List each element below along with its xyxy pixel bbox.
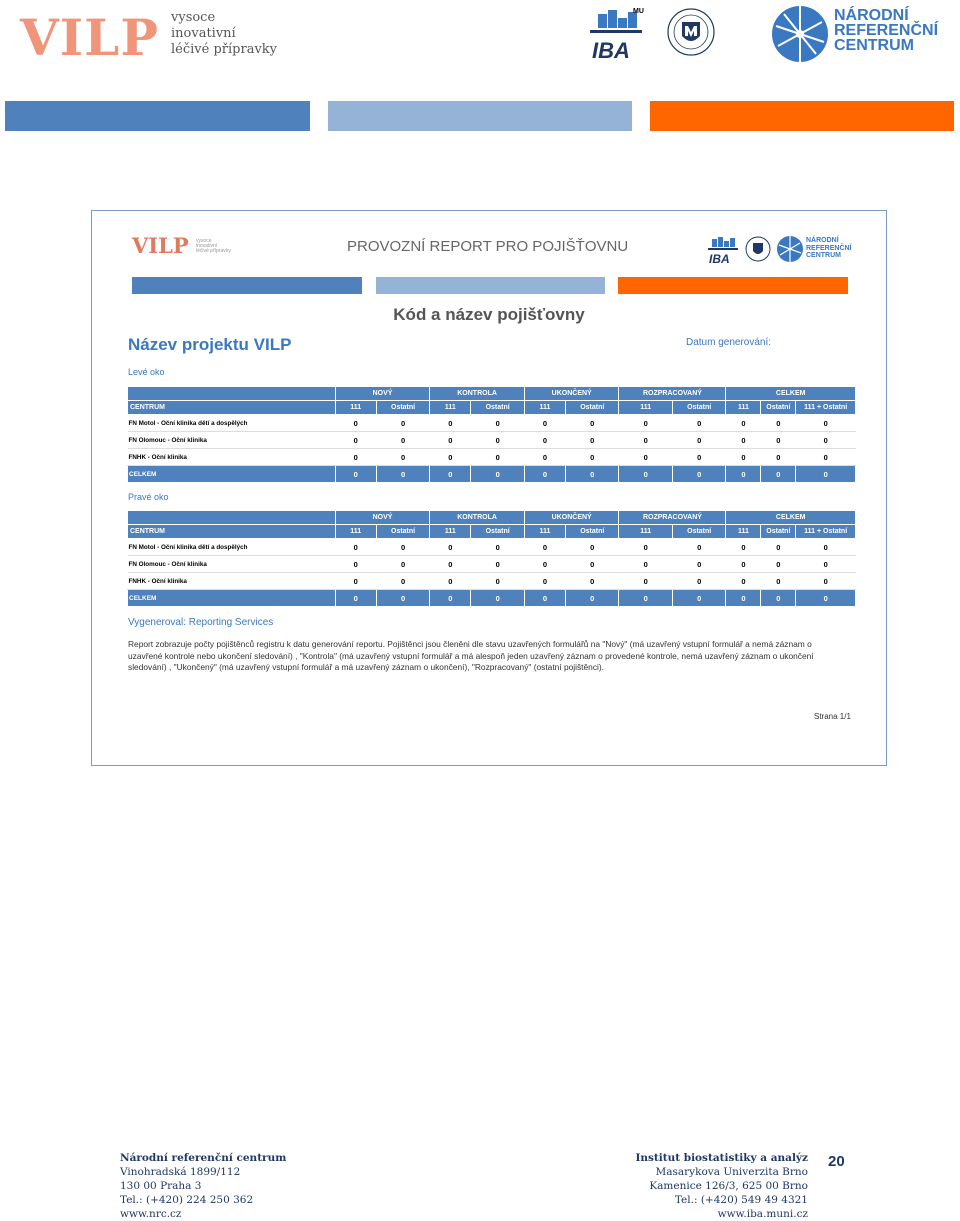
- table-cell: 0: [524, 556, 565, 573]
- group-header: NOVÝ: [335, 511, 430, 525]
- table-cell: 0: [430, 449, 471, 466]
- total-label: CELKEM: [128, 590, 336, 607]
- table-row: [128, 573, 856, 590]
- table-cell: 0: [726, 432, 761, 449]
- table-cell: 0: [726, 573, 761, 590]
- centrum-name: FN Olomouc - Oční klinika: [128, 556, 336, 573]
- vilp-logo-subtitle: [171, 10, 277, 58]
- report-vilp-logo: VILP: [132, 233, 189, 258]
- table-cell: 0: [335, 432, 376, 449]
- report-bar-blue: [132, 277, 362, 294]
- table-cell: 0: [796, 590, 856, 607]
- table-cell: 0: [726, 415, 761, 432]
- footer-right-line: Tel.: (+420) 549 49 4321: [674, 1194, 808, 1206]
- vilp-logo: VILP: [20, 8, 159, 67]
- nrc-text-line: NÁRODNÍ: [834, 7, 909, 24]
- table-cell: 0: [619, 573, 672, 590]
- subcol-header: 111: [524, 401, 565, 415]
- footer-right-line: www.iba.muni.cz: [717, 1208, 808, 1220]
- table-row: [128, 449, 856, 466]
- table-cell: 0: [761, 415, 796, 432]
- group-header: KONTROLA: [430, 511, 525, 525]
- report-iba-logo: [706, 235, 740, 265]
- table-cell: 0: [566, 449, 619, 466]
- table-cell: 0: [524, 432, 565, 449]
- table-cell: 0: [566, 466, 619, 483]
- subcol-header: Ostatní: [672, 401, 725, 415]
- report-nrc-text: [806, 237, 852, 260]
- table-cell: 0: [376, 415, 429, 432]
- iba-logo-text: IBA: [592, 38, 630, 62]
- subcol-header: 111: [430, 401, 471, 415]
- nrc-text-line: CENTRUM: [834, 37, 914, 54]
- subcol-header: Ostatní: [761, 525, 796, 539]
- subcol-header: Ostatní: [471, 525, 524, 539]
- centrum-header: CENTRUM: [128, 401, 336, 415]
- group-header: UKONČENÝ: [524, 387, 619, 401]
- subcol-header: 111: [726, 525, 761, 539]
- table-cell: 0: [672, 415, 725, 432]
- table-cell: 0: [430, 432, 471, 449]
- subcol-header: Ostatní: [566, 401, 619, 415]
- report-description: Report zobrazuje počty pojištěnců registru k datu generování reportu. Pojištěnci jsou členěni dle stavu uzavřených formulářů na "Nový" (má uzavřený vstupní formulář a nemá záznam o uzavřené kontrole nebo ukončení sledování) , "Kontrola" (má uzavřený vstupní formulář a má alespoň jeden uzavřený záznam o provedené kontrole, nemá uzavřený záznam o ukončení sledování) , "Ukončený" (má uzavřený vstupní formulář a má uzavřený záznam o ukončení), "Rozpracovaný" (ostatní pojištěnci).: [128, 639, 814, 672]
- table-cell: 0: [761, 449, 796, 466]
- subcol-header: 111: [335, 525, 376, 539]
- subcol-header: 111: [619, 525, 672, 539]
- table-cell: 0: [761, 590, 796, 607]
- centrum-name: FNHK - Oční klinika: [128, 573, 336, 590]
- report-preview: [91, 210, 887, 766]
- vilp-subtitle-line: inovativní: [171, 26, 236, 41]
- table-cell: 0: [335, 539, 376, 556]
- table-cell: 0: [471, 449, 524, 466]
- vilp-subtitle-line: vysoce: [171, 10, 216, 25]
- centrum-name: FN Olomouc - Oční klinika: [128, 432, 336, 449]
- table-cell: 0: [796, 415, 856, 432]
- table-cell: 0: [430, 539, 471, 556]
- report-vilp-subtitle-line: vysoce: [196, 238, 212, 244]
- subcol-header: Ostatní: [471, 401, 524, 415]
- right-eye-heading: Pravé oko: [128, 492, 169, 502]
- table-cell: 0: [761, 466, 796, 483]
- group-header: KONTROLA: [430, 387, 525, 401]
- table-cell: 0: [335, 466, 376, 483]
- table-cell: 0: [619, 432, 672, 449]
- footer-left-line: Vinohradská 1899/112: [120, 1166, 241, 1178]
- report-nrc-text-line: CENTRUM: [806, 252, 841, 259]
- table-cell: 0: [726, 449, 761, 466]
- table-header-blank: [128, 511, 336, 525]
- table-cell: 0: [566, 539, 619, 556]
- header-bar-lightblue: [328, 101, 632, 131]
- table-cell: 0: [524, 449, 565, 466]
- table-cell: 0: [726, 539, 761, 556]
- subcol-header: Ostatní: [376, 525, 429, 539]
- table-cell: 0: [761, 556, 796, 573]
- report-vilp-subtitle-line: léčivé přípravky: [196, 248, 231, 254]
- table-cell: 0: [761, 432, 796, 449]
- footer-right-line: Kamenice 126/3, 625 00 Brno: [649, 1180, 808, 1192]
- table-cell: 0: [335, 590, 376, 607]
- header-bar-blue: [5, 101, 310, 131]
- table-cell: 0: [566, 415, 619, 432]
- table-cell: 0: [796, 466, 856, 483]
- table-cell: 0: [430, 573, 471, 590]
- table-cell: 0: [376, 466, 429, 483]
- report-insurer-heading: Kód a název pojišťovny: [393, 305, 585, 324]
- centrum-name: FNHK - Oční klinika: [128, 449, 336, 466]
- report-title: PROVOZNÍ REPORT PRO POJIŠŤOVNU: [347, 238, 629, 255]
- table-cell: 0: [672, 590, 725, 607]
- report-date-label: Datum generování:: [686, 337, 772, 348]
- table-cell: 0: [796, 432, 856, 449]
- table-cell: 0: [471, 466, 524, 483]
- group-header: UKONČENÝ: [524, 511, 619, 525]
- table-cell: 0: [619, 556, 672, 573]
- table-cell: 0: [566, 556, 619, 573]
- table-cell: 0: [619, 466, 672, 483]
- table-cell: 0: [672, 539, 725, 556]
- group-header: NOVÝ: [335, 387, 430, 401]
- centrum-header: CENTRUM: [128, 525, 336, 539]
- table-body: [128, 539, 856, 607]
- table-cell: 0: [376, 449, 429, 466]
- footer-left-line: Tel.: (+420) 224 250 362: [120, 1194, 254, 1206]
- mu-seal-icon: [666, 6, 716, 58]
- report-nrc-text-line: REFERENČNÍ: [806, 244, 852, 252]
- table-cell: 0: [672, 432, 725, 449]
- table-cell: 0: [430, 466, 471, 483]
- report-vilp-subtitle-line: inovativní: [196, 243, 218, 249]
- table-cell: 0: [524, 466, 565, 483]
- table-cell: 0: [524, 415, 565, 432]
- table-cell: 0: [726, 590, 761, 607]
- iba-logo: [586, 6, 646, 62]
- table-cell: 0: [566, 432, 619, 449]
- table-total-row: [128, 590, 856, 607]
- report-iba-text: IBA: [709, 252, 730, 265]
- table-cell: 0: [619, 590, 672, 607]
- group-header: CELKEM: [726, 387, 856, 401]
- table-cell: 0: [335, 415, 376, 432]
- table-cell: 0: [335, 573, 376, 590]
- vilp-subtitle-line: léčivé přípravky: [171, 42, 278, 57]
- table-cell: 0: [566, 573, 619, 590]
- table-cell: 0: [376, 590, 429, 607]
- table-cell: 0: [726, 556, 761, 573]
- left-eye-heading: Levé oko: [128, 367, 165, 377]
- table-cell: 0: [376, 573, 429, 590]
- table-cell: 0: [430, 415, 471, 432]
- nrc-logo-text: [834, 8, 938, 53]
- group-header: ROZPRACOVANÝ: [619, 511, 726, 525]
- table-cell: 0: [430, 556, 471, 573]
- table-cell: 0: [471, 590, 524, 607]
- subcol-header: Ostatní: [376, 401, 429, 415]
- table-cell: 0: [524, 573, 565, 590]
- group-header: ROZPRACOVANÝ: [619, 387, 726, 401]
- subcol-header: 111: [335, 401, 376, 415]
- table-cell: 0: [619, 415, 672, 432]
- footer-right-line: Institut biostatistiky a analýz: [635, 1152, 808, 1164]
- table-cell: 0: [672, 573, 725, 590]
- right-eye-table: [127, 510, 856, 607]
- subcol-header: Ostatní: [566, 525, 619, 539]
- subcol-header: 111 + Ostatní: [796, 401, 856, 415]
- table-cell: 0: [471, 556, 524, 573]
- report-page-label: Strana 1/1: [814, 712, 851, 721]
- table-row: [128, 556, 856, 573]
- left-eye-table: [127, 386, 856, 483]
- total-label: CELKEM: [128, 466, 336, 483]
- table-cell: 0: [761, 539, 796, 556]
- report-bar-orange: [618, 277, 848, 294]
- table-body: [128, 415, 856, 483]
- table-cell: 0: [672, 466, 725, 483]
- footer-left-line: 130 00 Praha 3: [120, 1180, 202, 1192]
- table-row: [128, 432, 856, 449]
- table-cell: 0: [471, 539, 524, 556]
- table-cell: 0: [672, 449, 725, 466]
- table-cell: 0: [471, 432, 524, 449]
- table-cell: 0: [796, 539, 856, 556]
- report-vilp-subtitle: [196, 239, 231, 254]
- table-cell: 0: [430, 590, 471, 607]
- table-cell: 0: [471, 573, 524, 590]
- page-number: 20: [828, 1153, 845, 1170]
- table-cell: 0: [796, 556, 856, 573]
- table-cell: 0: [335, 449, 376, 466]
- table-total-row: [128, 466, 856, 483]
- header-bar-orange: [650, 101, 954, 131]
- table-cell: 0: [761, 573, 796, 590]
- report-mu-seal-icon: [744, 235, 772, 263]
- subcol-header: 111: [524, 525, 565, 539]
- table-cell: 0: [376, 539, 429, 556]
- footer-right-line: Masarykova Univerzita Brno: [655, 1166, 808, 1178]
- table-cell: 0: [376, 432, 429, 449]
- table-cell: 0: [619, 449, 672, 466]
- table-cell: 0: [471, 415, 524, 432]
- table-row: [128, 415, 856, 432]
- nrc-globe-icon: [770, 4, 830, 64]
- subcol-header: Ostatní: [672, 525, 725, 539]
- report-bar-lightblue: [376, 277, 605, 294]
- report-project-title: Název projektu VILP: [128, 335, 292, 354]
- subcol-header: 111: [726, 401, 761, 415]
- generated-by: Vygeneroval: Reporting Services: [128, 617, 274, 628]
- table-cell: 0: [619, 539, 672, 556]
- footer-left-line: www.nrc.cz: [120, 1208, 182, 1220]
- footer-right: [635, 1151, 808, 1221]
- report-nrc-text-line: NÁRODNÍ: [806, 237, 839, 244]
- table-row: [128, 539, 856, 556]
- footer-left-line: Národní referenční centrum: [120, 1152, 287, 1164]
- table-cell: 0: [796, 449, 856, 466]
- table-cell: 0: [376, 556, 429, 573]
- centrum-name: FN Motol - Oční klinika dětí a dospělých: [128, 539, 336, 556]
- subcol-header: 111: [430, 525, 471, 539]
- centrum-name: FN Motol - Oční klinika dětí a dospělých: [128, 415, 336, 432]
- subcol-header: 111 + Ostatní: [796, 525, 856, 539]
- mu-label: MU: [633, 8, 644, 15]
- table-header-blank: [128, 387, 336, 401]
- report-nrc-globe-icon: [776, 235, 804, 263]
- footer-left: [120, 1151, 286, 1221]
- table-cell: 0: [566, 590, 619, 607]
- subcol-header: Ostatní: [761, 401, 796, 415]
- table-cell: 0: [726, 466, 761, 483]
- table-cell: 0: [524, 539, 565, 556]
- table-cell: 0: [672, 556, 725, 573]
- table-cell: 0: [524, 590, 565, 607]
- group-header: CELKEM: [726, 511, 856, 525]
- table-cell: 0: [335, 556, 376, 573]
- nrc-text-line: REFERENČNÍ: [834, 22, 939, 39]
- table-cell: 0: [796, 573, 856, 590]
- subcol-header: 111: [619, 401, 672, 415]
